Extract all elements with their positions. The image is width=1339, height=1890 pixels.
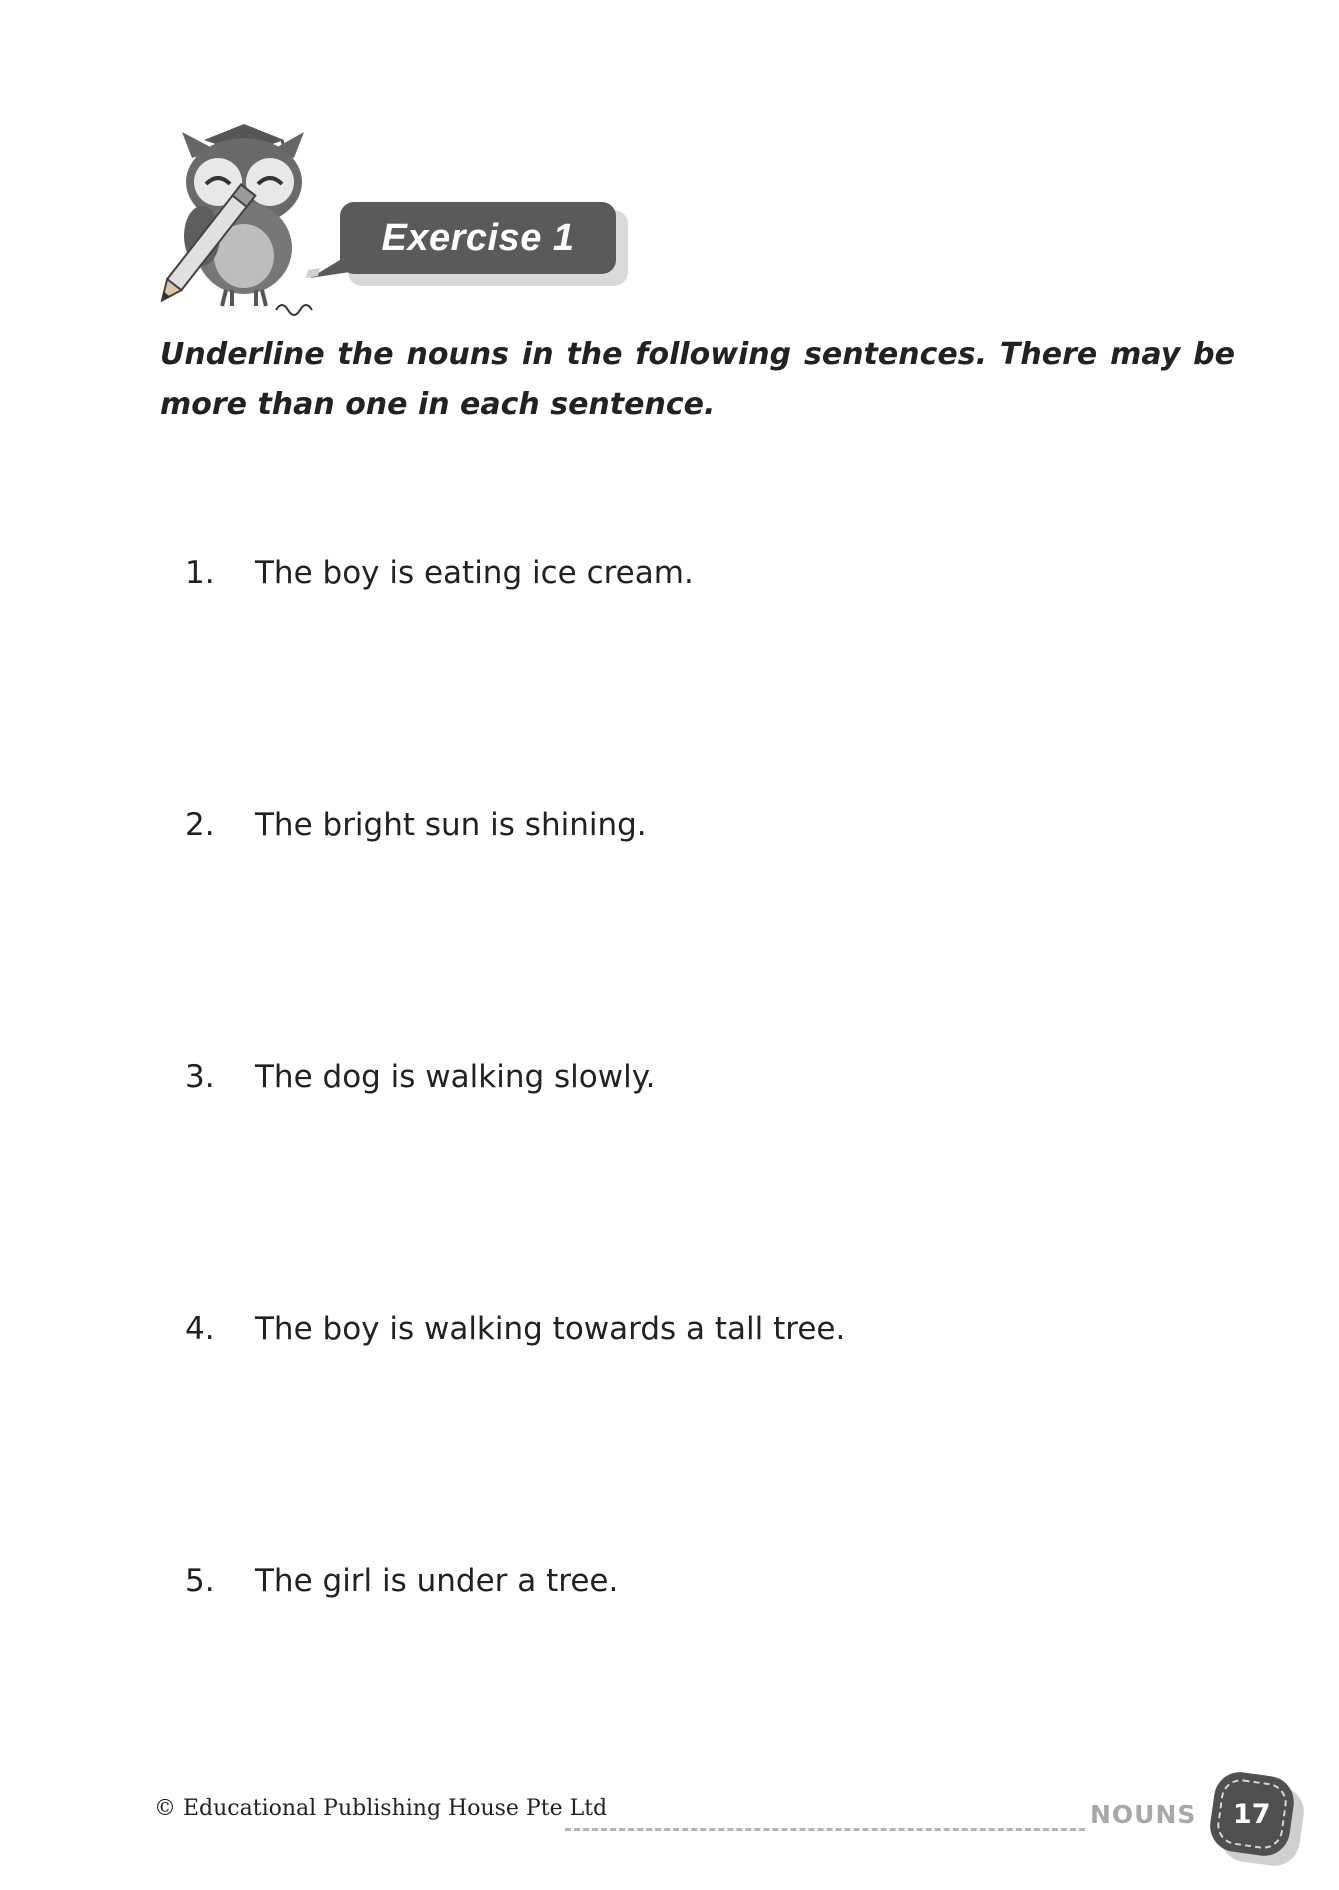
question-text: The girl is under a tree. [255,1563,619,1599]
question-text: The boy is eating ice cream. [255,555,694,591]
instruction-text: Underline the nouns in the following sentences. There may be more than one in each sentence. [160,337,1235,422]
page-number-badge [1207,1769,1297,1859]
question-text: The boy is walking towards a tall tree. [255,1311,846,1347]
question-number: 1. [185,555,215,591]
question-number: 2. [185,807,215,843]
question-text: The dog is walking slowly. [255,1059,656,1095]
question-number: 4. [185,1311,215,1347]
question-item [185,807,647,843]
section-label: NOUNS [1090,1800,1197,1829]
question-item [185,555,694,591]
owl-mascot-icon [152,118,332,323]
question-number: 5. [185,1563,215,1599]
question-item [185,1059,656,1095]
exercise-title: Exercise 1 [381,216,575,259]
question-item [185,1311,845,1347]
copyright-notice: © Educational Publishing House Pte Ltd [154,1796,608,1821]
question-number: 3. [185,1059,215,1095]
page-number: 17 [1233,1798,1271,1830]
footer-divider [565,1828,1085,1831]
question-text: The bright sun is shining. [255,807,647,843]
question-item [185,1563,618,1599]
exercise-tag [340,202,616,274]
